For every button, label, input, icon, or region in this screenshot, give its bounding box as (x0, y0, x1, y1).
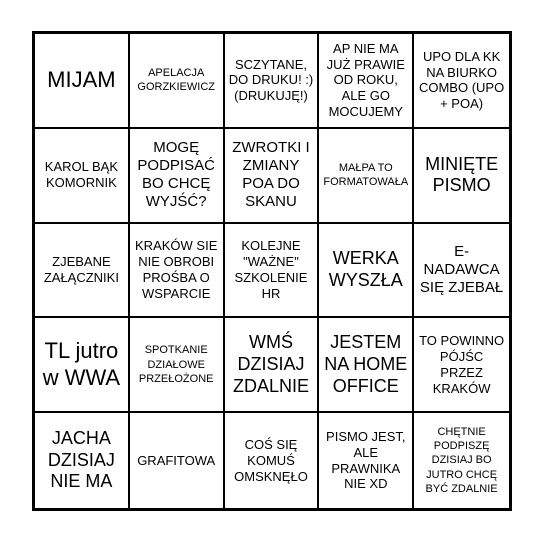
bingo-cell[interactable]: UPO DLA KK NA BIURKO COMBO (UPO + POA) (414, 34, 509, 129)
bingo-cell[interactable]: JESTEM NA HOME OFFICE (319, 318, 414, 413)
bingo-cell[interactable]: MAŁPA TO FORMATOWAŁA (319, 129, 414, 224)
bingo-cell[interactable]: KOLEJNE "WAŻNE" SZKOLENIE HR (225, 224, 320, 319)
bingo-cell[interactable]: KAROL BĄK KOMORNIK (35, 129, 130, 224)
bingo-cell[interactable]: MOGĘ PODPISAĆ BO CHCĘ WYJŚĆ? (130, 129, 225, 224)
bingo-board (32, 31, 512, 511)
bingo-cell[interactable]: MINIĘTE PISMO (414, 129, 509, 224)
bingo-cell[interactable]: APELACJA GORZKIEWICZ (130, 34, 225, 129)
bingo-cell[interactable]: ZWROTKI I ZMIANY POA DO SKANU (225, 129, 320, 224)
bingo-cell[interactable]: CHĘTNIE PODPISZĘ DZISIAJ BO JUTRO CHCĘ BYĆ ZDALNIE (425, 425, 498, 496)
bingo-cell[interactable]: PISMO JEST, ALE PRAWNIKA NIE XD (319, 413, 414, 508)
bingo-cell[interactable]: E-NADAWCA SIĘ ZJEBAŁ (414, 224, 509, 319)
bingo-cell[interactable]: SCZYTANE, DO DRUKU! :) (DRUKUJĘ!) (225, 34, 320, 129)
bingo-cell[interactable]: WERKA WYSZŁA (319, 224, 414, 319)
bingo-cell[interactable]: GRAFITOWA (130, 413, 225, 508)
bingo-cell[interactable]: ZJEBANE ZAŁĄCZNIKI (35, 224, 130, 319)
bingo-cell[interactable]: SPOTKANIE DZIAŁOWE PRZEŁOŻONE (130, 318, 225, 413)
bingo-cell[interactable]: TO POWINNO PÓJŚC PRZEZ KRAKÓW (414, 318, 509, 413)
bingo-cell[interactable]: AP NIE MA JUŻ PRAWIE OD ROKU, ALE GO MOCUJEMY (319, 34, 414, 129)
bingo-cell[interactable]: COŚ SIĘ KOMUŚ OMSKNĘŁO (225, 413, 320, 508)
bingo-cell[interactable]: JACHA DZISIAJ NIE MA (35, 413, 130, 508)
bingo-cell[interactable]: TL jutro w WWA (35, 318, 130, 413)
bingo-cell[interactable]: KRAKÓW SIE NIE OBROBI PROŚBA O WSPARCIE (130, 224, 225, 319)
bingo-cell[interactable]: MIJAM (35, 34, 130, 129)
bingo-cell[interactable]: WMŚ DZISIAJ ZDALNIE (225, 318, 320, 413)
